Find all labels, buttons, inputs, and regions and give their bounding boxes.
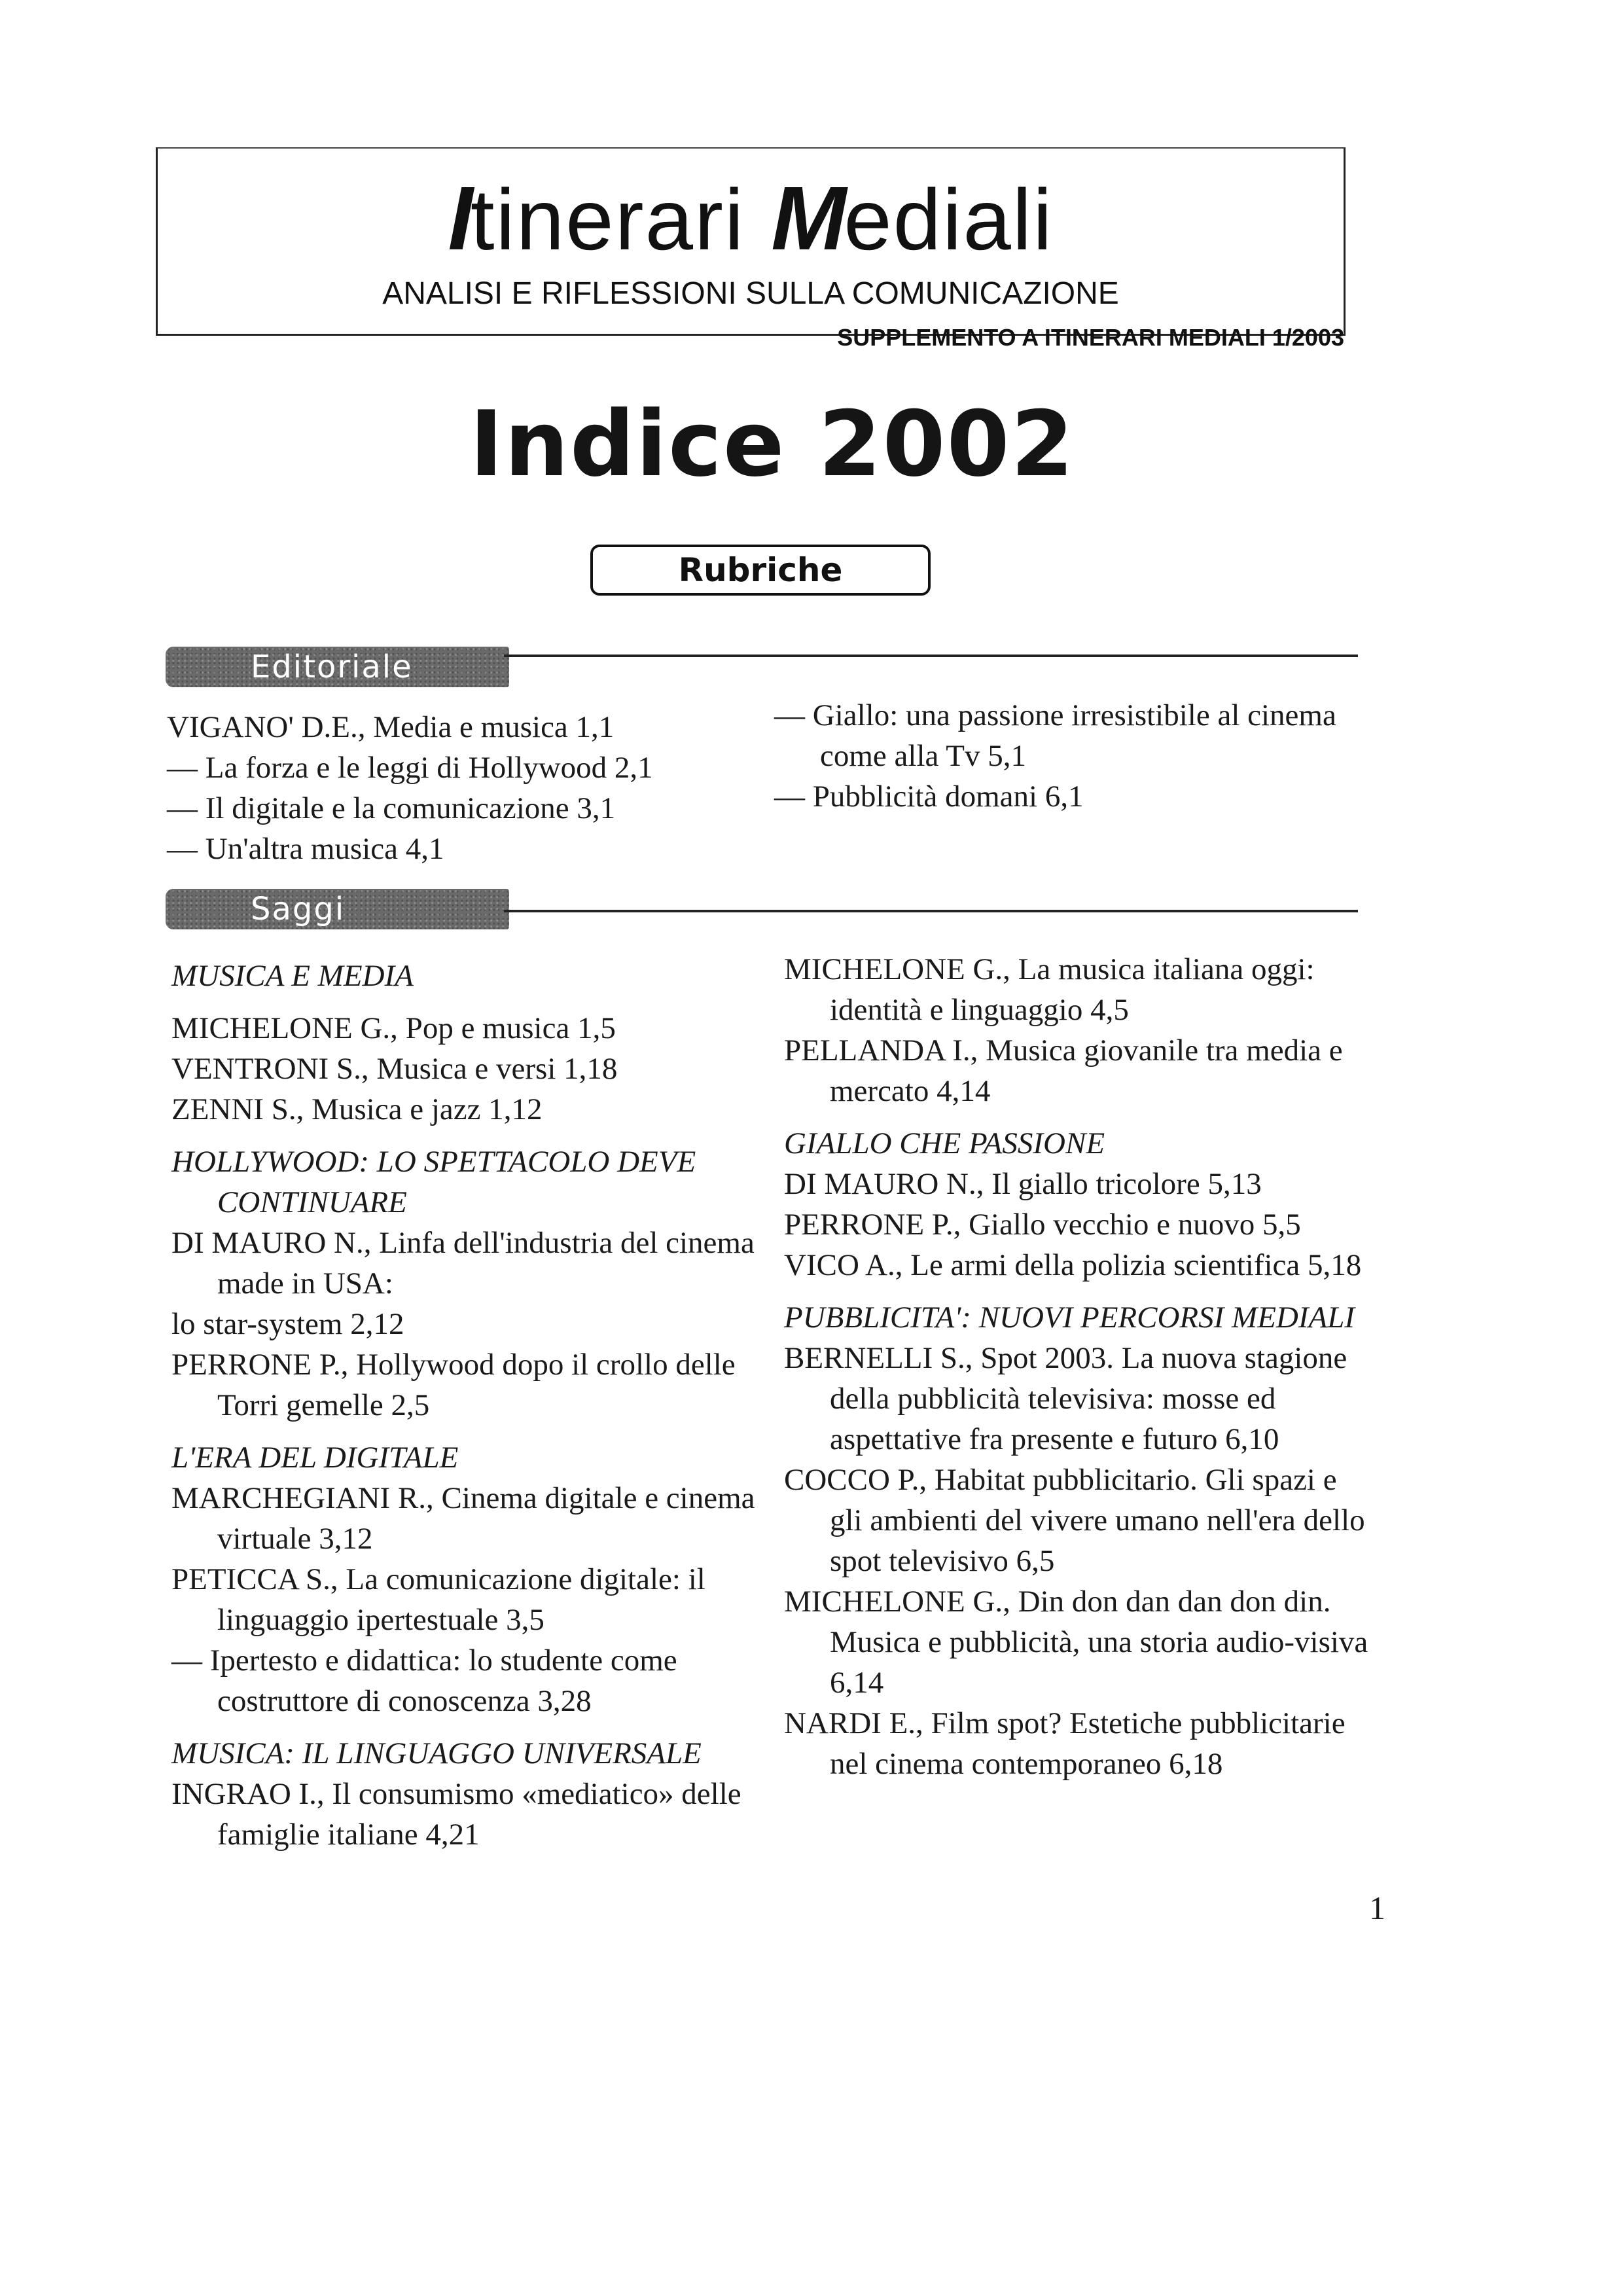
rubric-label: Rubriche <box>590 545 931 596</box>
logo-word-mediali: ediali <box>844 171 1054 268</box>
index-entry: COCCO P., Habitat pubblicitario. Gli spazi e gli ambienti del vivere umano nell'era dello spot televisivo 6,5 <box>784 1463 1365 1578</box>
index-entry: — Un'altra musica 4,1 <box>167 832 444 866</box>
section-divider-saggi <box>504 910 1358 912</box>
topic-heading: MUSICA E MEDIA <box>171 959 414 993</box>
logo <box>158 168 1344 269</box>
masthead <box>156 147 1346 336</box>
index-entry: VIGANO' D.E., Media e musica 1,1 <box>167 710 615 744</box>
index-entry: BERNELLI S., Spot 2003. La nuova stagione della pubblicità televisiva: mosse ed aspettative fra presente e futuro 6,10 <box>784 1341 1347 1456</box>
index-entry: MARCHEGIANI R., Cinema digitale e cinema virtuale 3,12 <box>171 1481 755 1556</box>
index-entry: — La forza e le leggi di Hollywood 2,1 <box>167 751 653 785</box>
page-title: Indice 2002 <box>469 391 1075 497</box>
logo-initial-m: M <box>771 168 844 269</box>
saggi-right-column <box>784 949 1373 1784</box>
index-entry: — Giallo: una passione irresistibile al cinema come alla Tv 5,1 <box>774 698 1336 773</box>
index-entry: PERRONE P., Hollywood dopo il crollo delle Torri gemelle 2,5 <box>171 1348 736 1422</box>
topic-heading: PUBBLICITA': NUOVI PERCORSI MEDIALI <box>784 1300 1355 1335</box>
topic-heading: L'ERA DEL DIGITALE <box>171 1441 459 1475</box>
index-entry: PERRONE P., Giallo vecchio e nuovo 5,5 <box>784 1208 1301 1242</box>
index-entry: — Il digitale e la comunicazione 3,1 <box>167 791 616 825</box>
topic-heading: HOLLYWOOD: LO SPETTACOLO DEVE CONTINUARE <box>171 1145 696 1219</box>
section-label-editoriale: Editoriale <box>166 647 509 687</box>
tagline: ANALISI E RIFLESSIONI SULLA COMUNICAZIONE <box>382 276 1119 311</box>
index-entry: DI MAURO N., Il giallo tricolore 5,13 <box>784 1167 1262 1201</box>
saggi-left-column <box>171 956 757 1855</box>
index-entry: PETICCA S., La comunicazione digitale: il linguaggio ipertestuale 3,5 <box>171 1562 705 1637</box>
index-entry: NARDI E., Film spot? Estetiche pubblicitarie nel cinema contemporaneo 6,18 <box>784 1706 1346 1781</box>
editoriale-right-column <box>774 695 1363 817</box>
index-entry: VICO A., Le armi della polizia scientifica 5,18 <box>784 1248 1362 1282</box>
index-entry: — Pubblicità domani 6,1 <box>774 780 1084 814</box>
editoriale-left-column <box>167 707 756 869</box>
index-entry: INGRAO I., Il consumismo «mediatico» delle famiglie italiane 4,21 <box>171 1777 741 1852</box>
index-entry: MICHELONE G., Din don dan dan don din. Musica e pubblicità, una storia audio-visiva 6,14 <box>784 1585 1368 1700</box>
topic-heading: MUSICA: IL LINGUAGGO UNIVERSALE <box>171 1736 702 1770</box>
logo-initial-i: I <box>448 168 471 269</box>
topic-heading: GIALLO CHE PASSIONE <box>784 1126 1105 1160</box>
logo-word-itinerari: tinerari <box>470 171 745 268</box>
index-entry: DI MAURO N., Linfa dell'industria del cinema made in USA: <box>171 1226 755 1300</box>
index-entry: lo star-system 2,12 <box>171 1307 404 1341</box>
index-entry: — Ipertesto e didattica: lo studente come costruttore di conoscenza 3,28 <box>171 1643 677 1718</box>
index-entry: ZENNI S., Musica e jazz 1,12 <box>171 1092 543 1126</box>
index-entry: MICHELONE G., La musica italiana oggi: identità e linguaggio 4,5 <box>784 952 1315 1027</box>
page-number: 1 <box>1369 1890 1385 1926</box>
section-label-saggi: Saggi <box>166 889 509 929</box>
index-entry: VENTRONI S., Musica e versi 1,18 <box>171 1052 618 1086</box>
index-entry: PELLANDA I., Musica giovanile tra media e mercato 4,14 <box>784 1033 1343 1108</box>
section-divider-editoriale <box>504 655 1358 657</box>
supplement-note: SUPPLEMENTO A ITINERARI MEDIALI 1/2003 <box>837 324 1344 351</box>
index-entry: MICHELONE G., Pop e musica 1,5 <box>171 1011 616 1045</box>
